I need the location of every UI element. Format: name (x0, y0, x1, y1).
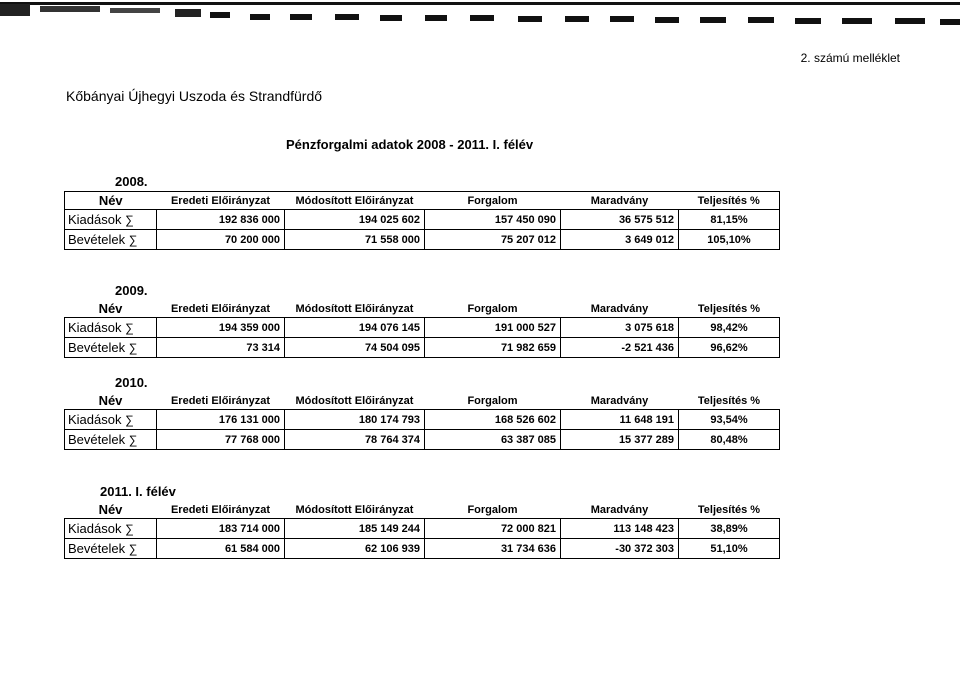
cell-teljesites: 80,48% (679, 430, 780, 450)
column-header: Név (65, 300, 157, 318)
year-block (64, 375, 780, 450)
table-header-row (65, 501, 780, 519)
cell-modositott: 71 558 000 (285, 230, 425, 250)
cell-forgalom: 168 526 602 (425, 410, 561, 430)
cell-maradvany: 113 148 423 (561, 519, 679, 539)
column-header: Név (65, 192, 157, 210)
column-header: Módosított Előirányzat (285, 192, 425, 210)
sum-icon: ∑ (128, 341, 138, 355)
column-header: Maradvány (561, 392, 679, 410)
column-header: Forgalom (425, 300, 561, 318)
table-row (65, 210, 780, 230)
row-name: Bevételek (68, 232, 126, 247)
cell-eredeti: 194 359 000 (157, 318, 285, 338)
table-header-row (65, 392, 780, 410)
cell-teljesites: 51,10% (679, 539, 780, 559)
cell-eredeti: 77 768 000 (157, 430, 285, 450)
cell-modositott: 62 106 939 (285, 539, 425, 559)
row-label (65, 338, 157, 358)
column-header: Teljesítés % (679, 192, 780, 210)
scan-artifact-strip (0, 0, 960, 26)
cell-forgalom: 31 734 636 (425, 539, 561, 559)
column-header: Teljesítés % (679, 392, 780, 410)
cell-maradvany: 15 377 289 (561, 430, 679, 450)
table-row (65, 230, 780, 250)
row-name: Bevételek (68, 541, 126, 556)
cell-modositott: 78 764 374 (285, 430, 425, 450)
cell-forgalom: 72 000 821 (425, 519, 561, 539)
cell-forgalom: 157 450 090 (425, 210, 561, 230)
financial-table (64, 501, 780, 559)
cell-eredeti: 73 314 (157, 338, 285, 358)
financial-table (64, 191, 780, 250)
year-block (64, 174, 780, 250)
cell-modositott: 74 504 095 (285, 338, 425, 358)
table-row (65, 430, 780, 450)
cell-modositott: 194 025 602 (285, 210, 425, 230)
column-header: Név (65, 392, 157, 410)
year-block (64, 283, 780, 358)
financial-table (64, 300, 780, 358)
cell-teljesites: 93,54% (679, 410, 780, 430)
sum-icon: ∑ (125, 413, 134, 427)
column-header: Név (65, 501, 157, 519)
cell-maradvany: 3 649 012 (561, 230, 679, 250)
row-label (65, 430, 157, 450)
column-header: Eredeti Előirányzat (157, 501, 285, 519)
cell-eredeti: 70 200 000 (157, 230, 285, 250)
column-header: Eredeti Előirányzat (157, 392, 285, 410)
cell-eredeti: 192 836 000 (157, 210, 285, 230)
row-name: Kiadások (68, 412, 122, 427)
column-header: Forgalom (425, 501, 561, 519)
table-row (65, 410, 780, 430)
column-header: Maradvány (561, 300, 679, 318)
row-name: Bevételek (68, 340, 126, 355)
annex-label: 2. számú melléklet (800, 51, 900, 65)
column-header: Maradvány (561, 192, 679, 210)
cell-maradvany: 36 575 512 (561, 210, 679, 230)
column-header: Forgalom (425, 392, 561, 410)
table-header-row (65, 300, 780, 318)
row-name: Bevételek (68, 432, 126, 447)
cell-eredeti: 176 131 000 (157, 410, 285, 430)
cell-maradvany: -2 521 436 (561, 338, 679, 358)
table-row (65, 519, 780, 539)
row-label (65, 519, 157, 539)
cell-forgalom: 63 387 085 (425, 430, 561, 450)
column-header: Eredeti Előirányzat (157, 192, 285, 210)
column-header: Módosított Előirányzat (285, 501, 425, 519)
row-name: Kiadások (68, 521, 122, 536)
column-header: Módosított Előirányzat (285, 392, 425, 410)
column-header: Módosított Előirányzat (285, 300, 425, 318)
row-name: Kiadások (68, 212, 122, 227)
row-name: Kiadások (68, 320, 122, 335)
sum-icon: ∑ (125, 213, 134, 227)
cell-teljesites: 81,15% (679, 210, 780, 230)
row-label (65, 539, 157, 559)
column-header: Teljesítés % (679, 501, 780, 519)
sum-icon: ∑ (128, 542, 138, 556)
table-row (65, 338, 780, 358)
column-header: Teljesítés % (679, 300, 780, 318)
financial-table (64, 392, 780, 450)
sum-icon: ∑ (128, 233, 138, 247)
cell-teljesites: 105,10% (679, 230, 780, 250)
row-label (65, 410, 157, 430)
year-label: 2008. (115, 174, 148, 189)
cell-forgalom: 191 000 527 (425, 318, 561, 338)
cell-maradvany: -30 372 303 (561, 539, 679, 559)
cell-forgalom: 71 982 659 (425, 338, 561, 358)
year-block (64, 484, 780, 559)
cell-forgalom: 75 207 012 (425, 230, 561, 250)
row-label (65, 318, 157, 338)
cell-maradvany: 11 648 191 (561, 410, 679, 430)
year-label: 2009. (115, 283, 148, 298)
cell-teljesites: 38,89% (679, 519, 780, 539)
sum-icon: ∑ (125, 522, 134, 536)
cell-teljesites: 96,62% (679, 338, 780, 358)
column-header: Maradvány (561, 501, 679, 519)
table-row (65, 539, 780, 559)
row-label (65, 230, 157, 250)
year-label: 2011. I. félév (100, 484, 176, 499)
table-row (65, 318, 780, 338)
year-label: 2010. (115, 375, 148, 390)
sum-icon: ∑ (128, 433, 138, 447)
column-header: Eredeti Előirányzat (157, 300, 285, 318)
document-title: Pénzforgalmi adatok 2008 - 2011. I. félév (286, 137, 534, 152)
table-header-row (65, 192, 780, 210)
cell-modositott: 180 174 793 (285, 410, 425, 430)
cell-teljesites: 98,42% (679, 318, 780, 338)
cell-eredeti: 61 584 000 (157, 539, 285, 559)
organization-name: Kőbányai Újhegyi Uszoda és Strandfürdő (66, 88, 323, 104)
sum-icon: ∑ (125, 321, 134, 335)
row-label (65, 210, 157, 230)
cell-modositott: 194 076 145 (285, 318, 425, 338)
cell-eredeti: 183 714 000 (157, 519, 285, 539)
cell-modositott: 185 149 244 (285, 519, 425, 539)
cell-maradvany: 3 075 618 (561, 318, 679, 338)
column-header: Forgalom (425, 192, 561, 210)
